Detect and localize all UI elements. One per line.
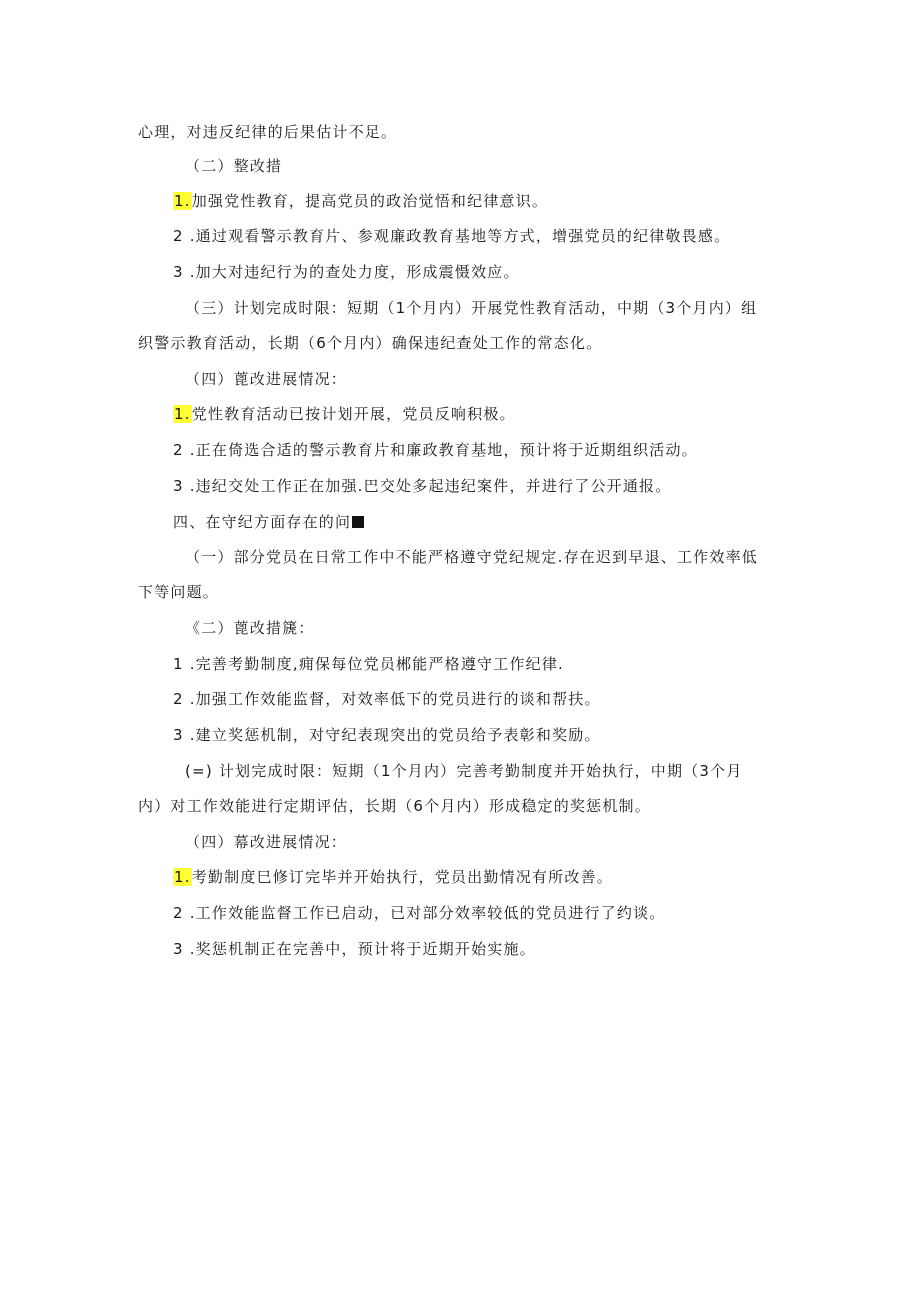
section-heading-rectification: 《二）蓖改措篪： bbox=[185, 619, 315, 637]
list-item bbox=[173, 866, 613, 888]
paragraph-line: （一）部分党员在日常工作中不能严格遵守党纪规定.存在迟到早退、工作效率低 bbox=[185, 548, 758, 566]
paragraph-line: 下等问题。 bbox=[138, 583, 220, 601]
paragraph-line: 内）对工作效能进行定期评估，长期（6个月内）形成稳定的奖惩机制。 bbox=[138, 797, 651, 815]
list-item-text: 加强党性教育，提高党员的政治觉悟和纪律意识。 bbox=[191, 192, 549, 210]
section-heading-progress: （四）幕改进展情况： bbox=[185, 833, 348, 851]
list-item: 3 .建立奖惩机制，对守纪表现突出的党员给予表彰和奖励。 bbox=[173, 726, 601, 744]
paragraph-line: (=) 计划完成时限：短期（1个月内）完善考勤制度并开始执行，中期（3个月 bbox=[185, 762, 743, 780]
section-heading-text: 四、在守纪方面存在的问 bbox=[173, 513, 352, 531]
list-item bbox=[173, 190, 548, 212]
paragraph-line: （三）计划完成时限：短期（1个月内）开展党性教育活动，中期（3个月内）组 bbox=[185, 299, 758, 317]
black-square-glyph bbox=[352, 516, 364, 528]
highlighted-number: 1. bbox=[174, 405, 191, 423]
list-item: 2 .加强工作效能监督，对效率低下的党员进行的谈和帮扶。 bbox=[173, 690, 601, 708]
list-item: 3 .违纪交处工作正在加强.巴交处多起违纪案件，并进行了公开通报。 bbox=[173, 477, 672, 495]
highlighted-number: 1. bbox=[174, 192, 191, 210]
list-item: 1 .完善考勤制度,痈保每位党员郴能严格遵守工作纪律. bbox=[173, 655, 565, 673]
text-line-1: 心理，对违反纪律的后果估计不足。 bbox=[138, 123, 398, 141]
list-item: 2 .正在倚选合适的警示教育片和廉政教育基地，预计将于近期组织活动。 bbox=[173, 441, 698, 459]
section-heading-rectification: （二）整改措 bbox=[185, 157, 283, 175]
list-item: 2 .通过观看警示教育片、参观廉政教育基地等方式，增强党员的纪律敬畏感。 bbox=[173, 227, 731, 245]
section-heading-progress: （四）蓖改进展情况： bbox=[185, 370, 348, 388]
list-item: 3 .奖惩机制正在完善中，预计将于近期开始实施。 bbox=[173, 940, 536, 958]
list-item: 2 .工作效能监督工作已启动，已对部分效率较低的党员进行了约谈。 bbox=[173, 904, 666, 922]
highlighted-number: 1. bbox=[174, 868, 191, 886]
paragraph-line: 织警示教育活动，长期（6个月内）确保违纪查处工作的常态化。 bbox=[138, 334, 603, 352]
list-item bbox=[173, 403, 516, 425]
list-item: 3 .加大对违纪行为的查处力度，形成震慑效应。 bbox=[173, 263, 520, 281]
list-item-text: 党性敎育活动已按计划开展，党员反响积极。 bbox=[191, 405, 516, 423]
list-item-text: 考勤制度巳修订完毕并开始执行，党员出勤情况有所改善。 bbox=[191, 868, 613, 886]
section-heading-discipline bbox=[173, 511, 364, 533]
